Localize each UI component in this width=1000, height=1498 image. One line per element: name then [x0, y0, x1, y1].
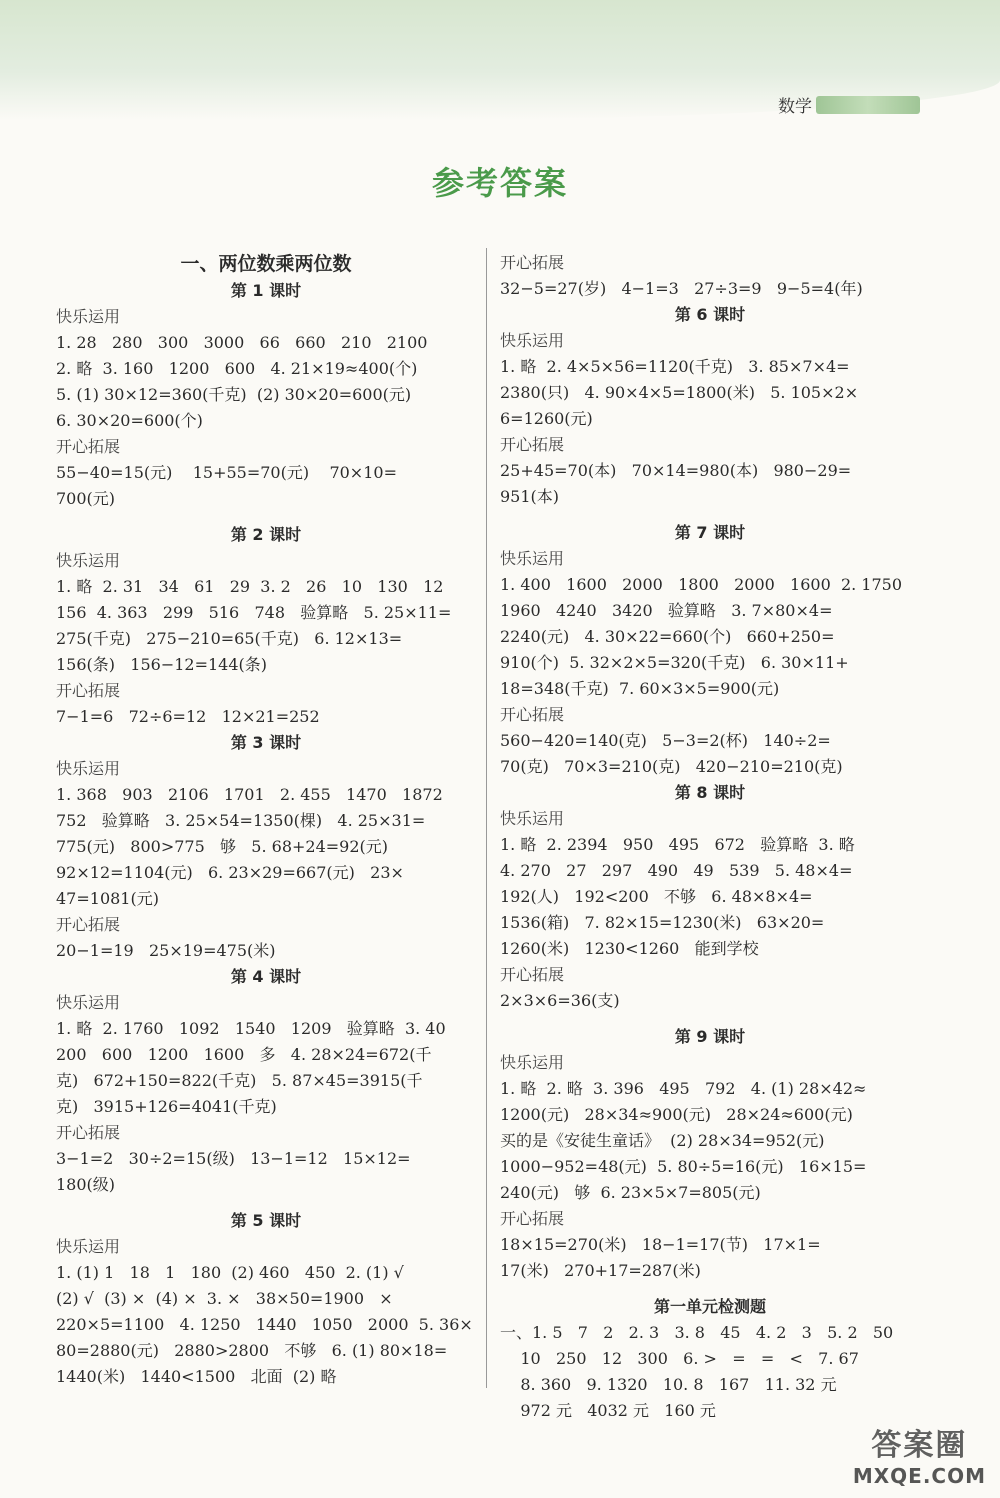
- lesson-7-title: 第 7 课时: [674, 523, 746, 542]
- answer-line: 240(元) 够 6. 23×5×7=805(元): [500, 1183, 761, 1202]
- answer-line: 1536(箱) 7. 82×15=1230(米) 63×20=: [500, 913, 825, 932]
- answer-line: 17(米) 270+17=287(米): [500, 1261, 701, 1280]
- answer-line: 32−5=27(岁) 4−1=3 27÷3=9 9−5=4(年): [500, 279, 863, 298]
- answer-line: 10 250 12 300 6. > = = < 7. 67: [500, 1349, 859, 1368]
- section-label: 快乐运用: [56, 307, 121, 326]
- lesson-8-title: 第 8 课时: [674, 783, 746, 802]
- lesson-2-title: 第 2 课时: [230, 525, 302, 544]
- section-label: 开心拓展: [56, 681, 121, 700]
- section-label: 快乐运用: [500, 549, 565, 568]
- subject-decoration: [816, 96, 920, 114]
- subject-label: 数学: [778, 97, 812, 117]
- answer-line: 80=2880(元) 2880>2800 不够 6. (1) 80×18=: [56, 1341, 448, 1360]
- answer-line: 700(元): [56, 489, 116, 508]
- answer-line: 买的是《安徒生童话》 (2) 28×34=952(元): [500, 1131, 825, 1150]
- section-label: 开心拓展: [500, 965, 565, 984]
- answer-line: 1. (1) 1 18 1 180 (2) 460 450 2. (1) √: [56, 1263, 404, 1282]
- section-label: 开心拓展: [500, 1209, 565, 1228]
- answer-line: 2240(元) 4. 30×22=660(个) 660+250=: [500, 627, 835, 646]
- answer-line: 1960 4240 3420 验算略 3. 7×80×4=: [500, 601, 833, 620]
- section-label: 快乐运用: [56, 551, 121, 570]
- answer-line: 25+45=70(本) 70×14=980(本) 980−29=: [500, 461, 852, 480]
- answer-line: 972 元 4032 元 160 元: [500, 1401, 716, 1420]
- section-label: 快乐运用: [500, 1053, 565, 1072]
- answer-line: 1000−952=48(元) 5. 80÷5=16(元) 16×15=: [500, 1157, 867, 1176]
- answer-line: 1. 368 903 2106 1701 2. 455 1470 1872: [56, 785, 443, 804]
- left-column: [56, 250, 476, 1390]
- unit-test-title: 第一单元检测题: [653, 1297, 766, 1316]
- answer-line: 1. 400 1600 2000 1800 2000 1600 2. 1750: [500, 575, 903, 594]
- answer-line: 1. 略 2. 4×5×56=1120(千克) 3. 85×7×4=: [500, 357, 850, 376]
- answer-line: 200 600 1200 1600 多 4. 28×24=672(千: [56, 1045, 432, 1064]
- answer-line: 18=348(千克) 7. 60×3×5=900(元): [500, 679, 780, 698]
- answer-line: 1. 略 2. 31 34 61 29 3. 2 26 10 130 12: [56, 577, 444, 596]
- answer-line: 18×15=270(米) 18−1=17(节) 17×1=: [500, 1235, 821, 1254]
- answer-line: 180(级): [56, 1175, 116, 1194]
- answer-line: 6. 30×20=600(个): [56, 411, 203, 430]
- answer-line: 1260(米) 1230<1260 能到学校: [500, 939, 759, 958]
- watermark: [853, 1420, 986, 1488]
- answer-line: 55−40=15(元) 15+55=70(元) 70×10=: [56, 463, 397, 482]
- answer-line: 70(克) 70×3=210(克) 420−210=210(克): [500, 757, 843, 776]
- answer-line: 克) 3915+126=4041(千克): [56, 1097, 277, 1116]
- lesson-4-title: 第 4 课时: [230, 967, 302, 986]
- answer-line: 220×5=1100 4. 1250 1440 1050 2000 5. 36×: [56, 1315, 473, 1334]
- answer-line: (2) √ (3) × (4) × 3. × 38×50=1900 ×: [56, 1289, 393, 1308]
- section-label: 开心拓展: [500, 705, 565, 724]
- answer-line: 775(元) 800>775 够 5. 68+24=92(元): [56, 837, 389, 856]
- right-column: [500, 250, 920, 1424]
- page-title: 参考答案: [431, 164, 568, 202]
- answer-line: 20−1=19 25×19=475(米): [56, 941, 276, 960]
- answer-line: 752 验算略 3. 25×54=1350(棵) 4. 25×31=: [56, 811, 426, 830]
- answer-line: 1. 略 2. 1760 1092 1540 1209 验算略 3. 40: [56, 1019, 446, 1038]
- answer-line: 2. 略 3. 160 1200 600 4. 21×19≈400(个): [56, 359, 418, 378]
- chapter-title: 一、两位数乘两位数: [180, 253, 352, 275]
- answer-line: 192(人) 192<200 不够 6. 48×8×4=: [500, 887, 813, 906]
- section-label: 开心拓展: [56, 915, 121, 934]
- answer-line: 1. 28 280 300 3000 66 660 210 2100: [56, 333, 428, 352]
- answer-line: 1. 略 2. 略 3. 396 495 792 4. (1) 28×42≈: [500, 1079, 867, 1098]
- answer-line: 47=1081(元): [56, 889, 159, 908]
- answer-line: 156 4. 363 299 516 748 验算略 5. 25×11=: [56, 603, 452, 622]
- answer-line: 7−1=6 72÷6=12 12×21=252: [56, 707, 320, 726]
- answer-line: 156(条) 156−12=144(条): [56, 655, 268, 674]
- column-divider: [486, 248, 487, 1388]
- answer-line: 1200(元) 28×34≈900(元) 28×24≈600(元): [500, 1105, 853, 1124]
- section-label: 开心拓展: [500, 435, 565, 454]
- answer-line: 8. 360 9. 1320 10. 8 167 11. 32 元: [500, 1375, 837, 1394]
- answer-line: 1. 略 2. 2394 950 495 672 验算略 3. 略: [500, 835, 855, 854]
- section-label: 开心拓展: [56, 1123, 121, 1142]
- answer-line: 4. 270 27 297 490 49 539 5. 48×4=: [500, 861, 853, 880]
- answer-line: 2380(只) 4. 90×4×5=1800(米) 5. 105×2×: [500, 383, 859, 402]
- answer-line: 3−1=2 30÷2=15(级) 13−1=12 15×12=: [56, 1149, 411, 1168]
- section-label: 快乐运用: [56, 759, 121, 778]
- lesson-3-title: 第 3 课时: [230, 733, 302, 752]
- answer-line: 275(千克) 275−210=65(千克) 6. 12×13=: [56, 629, 403, 648]
- answer-line: 克) 672+150=822(千克) 5. 87×45=3915(千: [56, 1071, 423, 1090]
- watermark-site: MXQE.COM: [852, 1464, 986, 1488]
- answer-line: 910(个) 5. 32×2×5=320(千克) 6. 30×11+: [500, 653, 849, 672]
- section-label: 开心拓展: [500, 253, 565, 272]
- answer-line: 6=1260(元): [500, 409, 593, 428]
- subject-tag: [778, 92, 920, 117]
- answer-line: 5. (1) 30×12=360(千克) (2) 30×20=600(元): [56, 385, 412, 404]
- answer-line: 2×3×6=36(支): [500, 991, 620, 1010]
- section-label: 开心拓展: [56, 437, 121, 456]
- answer-line: 1440(米) 1440<1500 北面 (2) 略: [56, 1367, 337, 1386]
- watermark-logo: 答案圈: [871, 1428, 968, 1463]
- answer-line: 560−420=140(克) 5−3=2(杯) 140÷2=: [500, 731, 831, 750]
- answer-line: 951(本): [500, 487, 560, 506]
- section-label: 快乐运用: [56, 993, 121, 1012]
- answer-line: 一、1. 5 7 2 2. 3 3. 8 45 4. 2 3 5. 2 50: [500, 1323, 894, 1342]
- section-label: 快乐运用: [500, 331, 565, 350]
- lesson-5-title: 第 5 课时: [230, 1211, 302, 1230]
- lesson-1-title: 第 1 课时: [230, 281, 302, 300]
- answer-line: 92×12=1104(元) 6. 23×29=667(元) 23×: [56, 863, 404, 882]
- lesson-9-title: 第 9 课时: [674, 1027, 746, 1046]
- section-label: 快乐运用: [56, 1237, 121, 1256]
- section-label: 快乐运用: [500, 809, 565, 828]
- lesson-6-title: 第 6 课时: [674, 305, 746, 324]
